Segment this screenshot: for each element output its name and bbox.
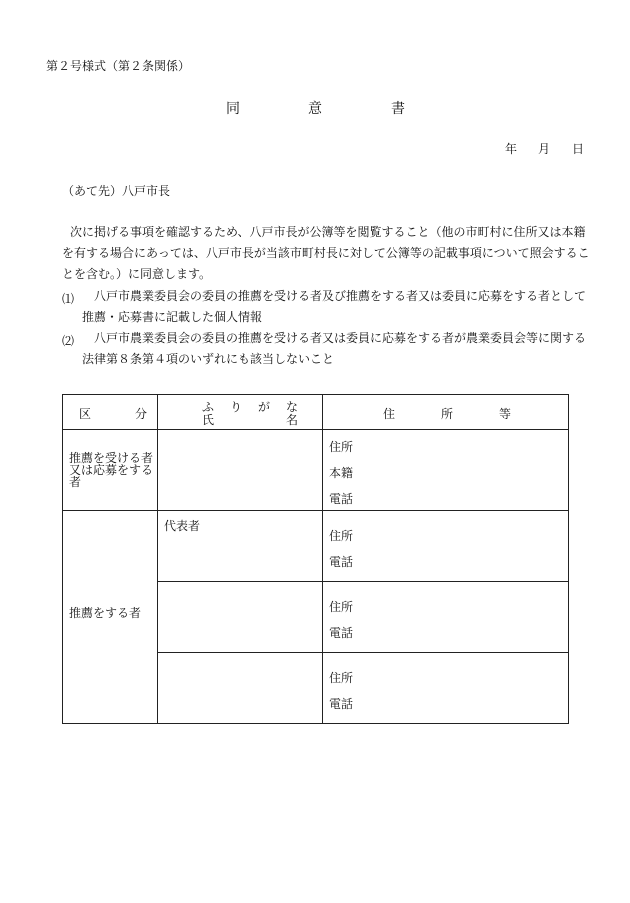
- recommender-address-cell-1[interactable]: [323, 511, 569, 582]
- header-name-char-2: 名: [286, 413, 299, 427]
- addressee: （あて先）八戸市長: [62, 184, 171, 198]
- header-address-char-3: 等: [499, 407, 512, 421]
- nominee-category: [63, 430, 158, 511]
- item-1-number: ⑴: [62, 292, 75, 306]
- representative-label: 代表者: [164, 519, 201, 533]
- nominee-row: [63, 430, 569, 511]
- nominee-address-cell[interactable]: [323, 430, 569, 511]
- nominee-address-label: 住所: [329, 440, 354, 454]
- header-furigana-1: ふ: [202, 400, 215, 414]
- header-name-char-1: 氏: [202, 413, 215, 427]
- recommender-1-address-label: 住所: [329, 529, 354, 543]
- recommender-3-address-label: 住所: [329, 671, 354, 685]
- header-furigana-4: な: [286, 400, 299, 414]
- table-header-row: [63, 395, 569, 430]
- header-furigana-2: り: [230, 400, 243, 414]
- item-2-line-1: 八戸市農業委員会の委員の推薦を受ける者又は委員に応募をする者が農業委員会等に関する: [94, 331, 587, 345]
- title-char-1: 同: [226, 101, 240, 117]
- form-number: 第２号様式（第２条関係）: [46, 59, 191, 73]
- date-year-label: 年: [505, 142, 518, 156]
- recommender-2-address-label: 住所: [329, 600, 354, 614]
- header-furigana-3: が: [258, 400, 271, 414]
- recommender-3-phone-label: 電話: [329, 697, 354, 711]
- date-day-label: 日: [572, 142, 585, 156]
- nominee-category-line-2: 又は応募をする: [69, 463, 154, 477]
- recommender-category-label: 推薦をする者: [69, 606, 142, 620]
- nominee-domicile-label: 本籍: [329, 466, 354, 480]
- recommender-address-cell-3[interactable]: [323, 653, 569, 724]
- header-category: [63, 395, 158, 430]
- item-1-line-2: 推薦・応募書に記載した個人情報: [82, 310, 263, 324]
- header-category-char-2: 分: [135, 407, 148, 421]
- consent-text-line-2: を有する場合にあっては、八戸市長が当該市町村長に対して公簿等の記載事項について照会するこ: [62, 246, 590, 260]
- header-address-char-2: 所: [441, 407, 454, 421]
- header-address: [323, 395, 569, 430]
- recommender-name-cell-3[interactable]: [158, 653, 323, 724]
- recommender-name-cell-1[interactable]: [158, 511, 323, 582]
- title-char-3: 書: [391, 101, 405, 117]
- recommender-row-1: [63, 511, 569, 582]
- nominee-phone-label: 電話: [329, 492, 354, 506]
- consent-text-line-3: とを含む。）に同意します。: [62, 267, 212, 281]
- recommender-category: [63, 511, 158, 724]
- recommender-2-phone-label: 電話: [329, 626, 354, 640]
- title-char-2: 意: [308, 101, 322, 117]
- item-2-number: ⑵: [62, 334, 75, 348]
- header-category-char-1: 区: [79, 407, 92, 421]
- header-name: [158, 395, 323, 430]
- header-address-char-1: 住: [383, 407, 396, 421]
- recommender-name-cell-2[interactable]: [158, 582, 323, 653]
- item-1-line-1: 八戸市農業委員会の委員の推薦を受ける者及び推薦をする者又は委員に応募をする者として: [94, 289, 587, 303]
- recommender-1-phone-label: 電話: [329, 555, 354, 569]
- consent-table: [62, 394, 569, 724]
- nominee-category-line-1: 推薦を受ける者: [69, 451, 154, 465]
- item-2-line-2: 法律第８条第４項のいずれにも該当しないこと: [82, 352, 335, 366]
- recommender-address-cell-2[interactable]: [323, 582, 569, 653]
- nominee-category-label: [69, 452, 153, 488]
- nominee-category-line-3: 者: [69, 475, 82, 489]
- nominee-name-cell[interactable]: [158, 430, 323, 511]
- date-month-label: 月: [538, 142, 551, 156]
- consent-text-line-1: 次に掲げる事項を確認するため、八戸市長が公簿等を閲覧すること（他の市町村に住所又は本籍: [70, 225, 586, 239]
